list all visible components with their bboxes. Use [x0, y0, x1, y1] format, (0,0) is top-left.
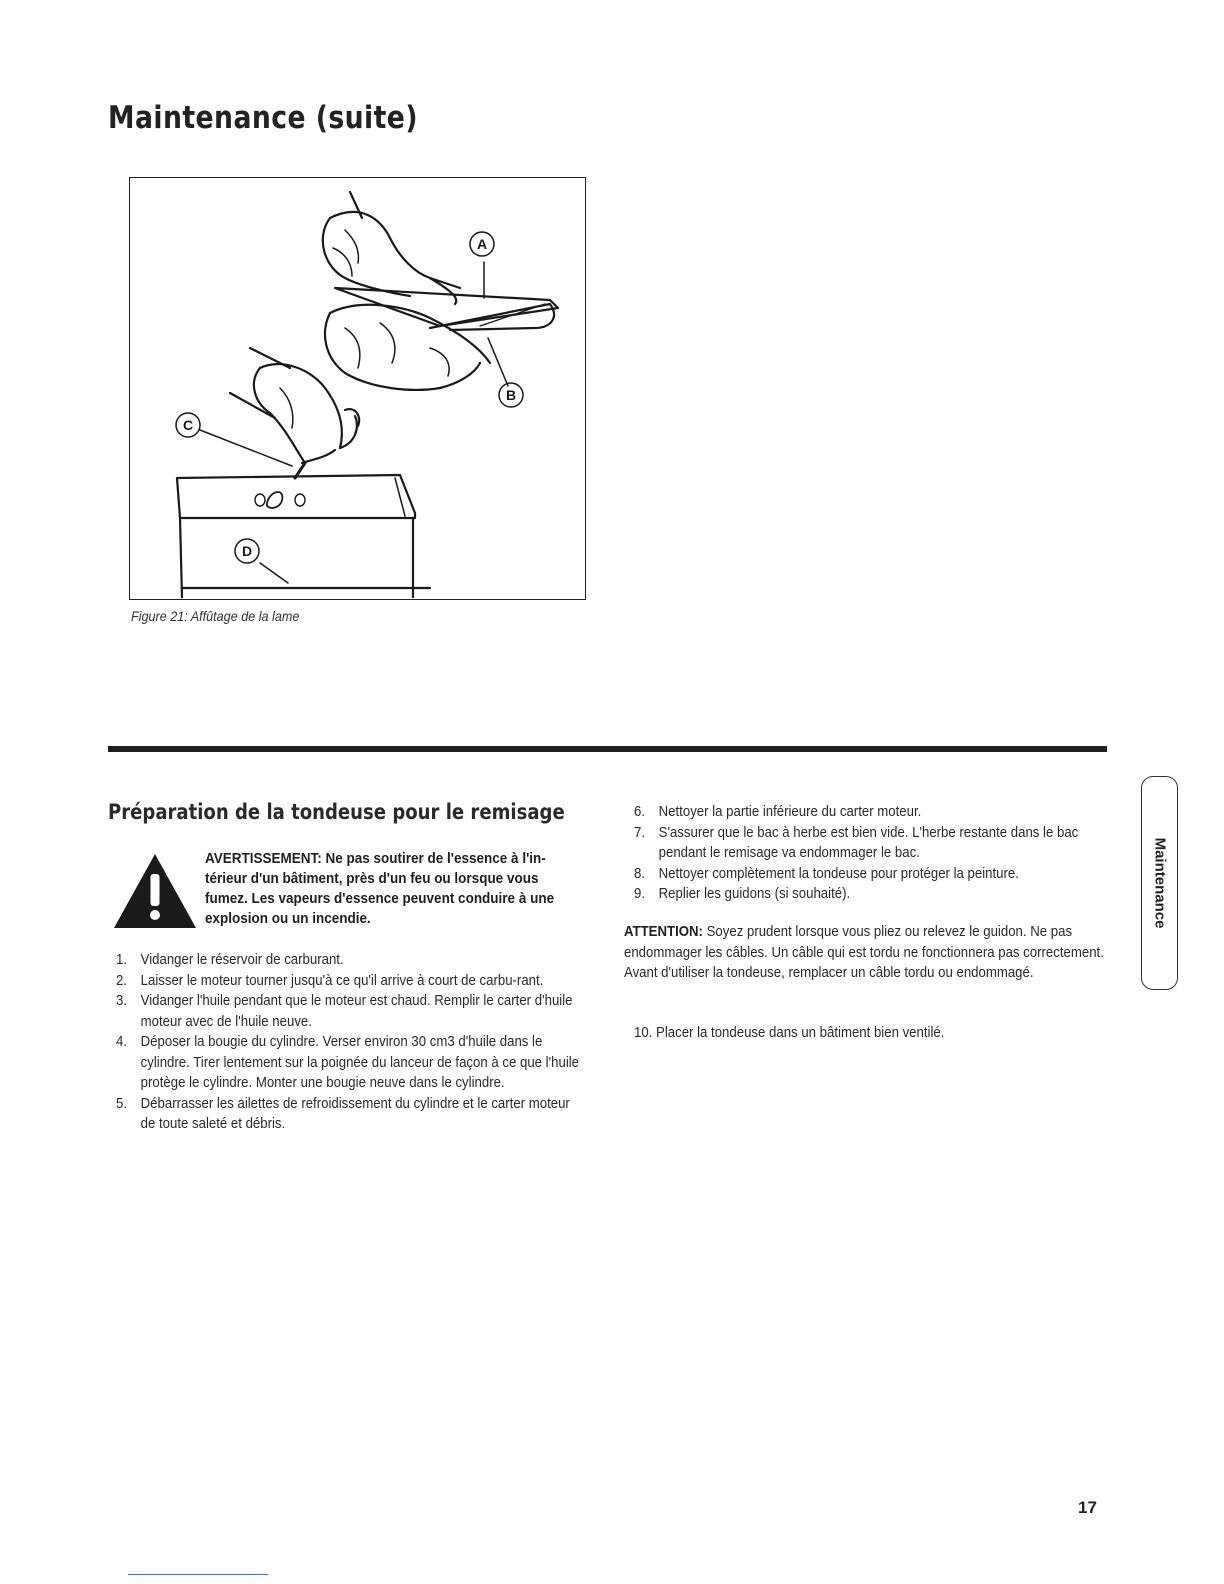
section-heading: Préparation de la tondeuse pour le remisage	[108, 800, 565, 824]
list-item: 1. Vidanger le réservoir de carburant.	[116, 951, 344, 968]
warning-triangle-icon	[112, 852, 198, 930]
footer-line	[128, 1574, 268, 1575]
attention-label: ATTENTION:	[624, 923, 703, 940]
attention-note	[624, 922, 1110, 984]
list-item: 6. Nettoyer la partie inférieure du carter moteur.	[634, 803, 922, 820]
lower-hand-drawing	[250, 305, 490, 390]
figure-caption: Figure 21: Affûtage de la lame	[131, 608, 300, 624]
callout-d-label: D	[241, 543, 253, 559]
list-item: 3. Vidanger l'huile pendant que le moteur est chaud. Remplir le carter d'huile moteur avec de l'huile neuve.	[116, 992, 573, 1030]
blade-hand-drawing	[230, 364, 359, 478]
list-item: 2. Laisser le moteur tourner jusqu'à ce qu'il arrive à court de carbu-rant.	[116, 971, 544, 989]
figure-21-illustration	[129, 177, 586, 600]
callout-c-label: C	[182, 417, 194, 433]
list-item: 7. S'assurer que le bac à herbe est bien vide. L'herbe restante dans le bac pendant le remisage va endommager le bac.	[634, 823, 1079, 861]
list-item: 5. Débarrasser les ailettes de refroidissement du cylindre et le carter moteur de toute saleté et débris.	[116, 1094, 570, 1132]
sharpening-file-drawing	[335, 288, 558, 330]
upper-hand-drawing	[323, 192, 460, 304]
maintenance-side-tab	[1141, 776, 1178, 990]
attention-text: Soyez prudent lorsque vous pliez ou relevez le guidon. Ne pas endommager les câbles. Un câble qui est tordu ne fonctionnera pas correctement. Avant d'utiliser la tondeuse, remplacer un câble tordu ou endommagé.	[624, 923, 1104, 981]
page-number: 17	[1078, 1498, 1097, 1517]
page-title: Maintenance (suite)	[108, 100, 418, 136]
step-10: 10. Placer la tondeuse dans un bâtiment bien ventilé.	[634, 1024, 945, 1041]
callout-b-label: B	[505, 387, 517, 403]
callout-a-label: A	[476, 236, 488, 252]
list-item: 4. Déposer la bougie du cylindre. Verser environ 30 cm3 d'huile dans le cylindre. Tirer lentement sur la poignée du lanceur de façon à ce que l'huile protège le cylindre. Monter une bougie neuve dans le cylindre.	[116, 1033, 580, 1091]
storage-steps-right	[634, 802, 1109, 905]
section-divider	[108, 746, 1107, 752]
storage-steps-left	[116, 950, 581, 1135]
list-item: 9. Replier les guidons (si souhaité).	[634, 885, 851, 902]
gasoline-warning: AVERTISSEMENT: Ne pas soutirer de l'essence à l'in-térieur d'un bâtiment, près d'un feu ou lorsque vous fumez. Les vapeurs d'essence peuvent conduire à une explosion ou un incendie.	[205, 850, 555, 927]
engine-housing-drawing	[177, 475, 430, 598]
list-item: 8. Nettoyer complètement la tondeuse pour protéger la peinture.	[634, 864, 1019, 882]
side-tab-label: Maintenance	[1151, 837, 1168, 929]
